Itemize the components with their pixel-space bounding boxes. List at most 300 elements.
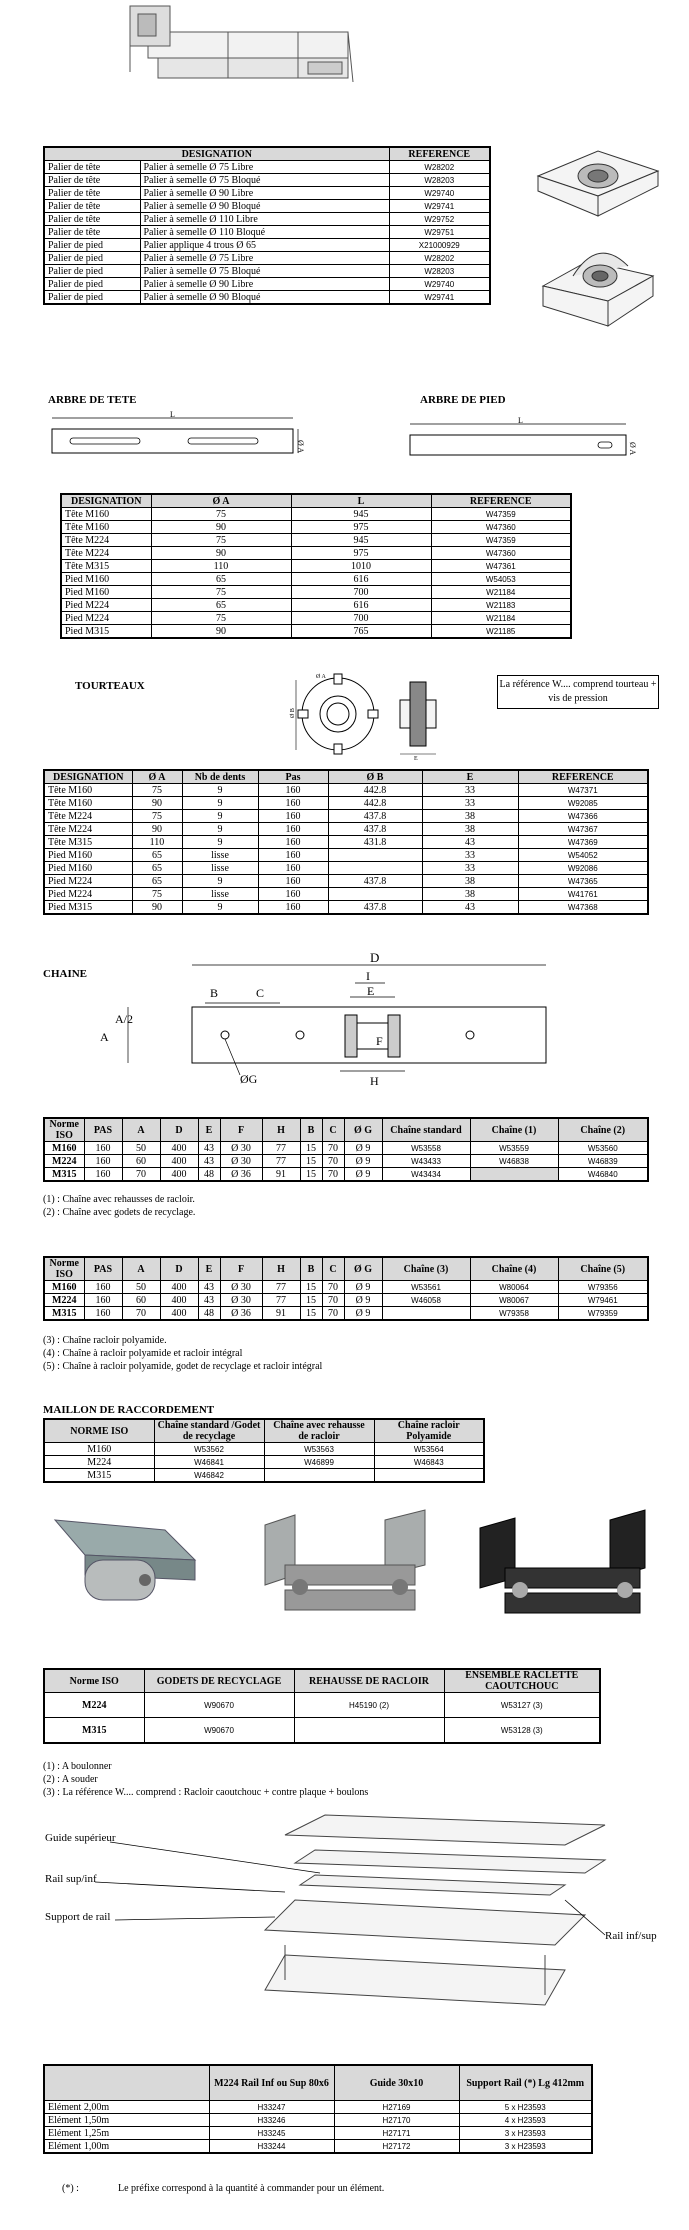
shaft-row [61,599,571,612]
chain2-cell: W80067 [470,1294,558,1307]
sprocket-cell: W47365 [518,875,648,888]
chain2-header: Ø G [344,1257,382,1281]
chain1-cell: 160 [84,1155,122,1168]
acc-note-1: (1) : A boulonner [43,1761,112,1772]
sprocket-cell: lisse [182,862,258,875]
chain1-cell: Ø 30 [220,1142,262,1155]
foot-shaft-dim-L: L [518,416,523,425]
chain2-cell: Ø 30 [220,1281,262,1294]
chain2-cell: W80064 [470,1281,558,1294]
shaft-cell: W47359 [431,534,571,547]
head-shaft-label: ARBRE DE TETE [48,394,137,406]
chain2-cell: 15 [300,1307,322,1321]
sprocket-cell: 38 [422,888,518,901]
shaft-row [61,625,571,639]
chain1-header: PAS [84,1118,122,1142]
sprocket-cell: Pied M160 [44,849,132,862]
sprocket-row [44,784,648,797]
links-header: Chaîne racloir Polyamide [374,1419,484,1443]
shaft-cell: W54053 [431,573,571,586]
links-header: NORME ISO [44,1419,154,1443]
rails-cell: H33247 [209,2101,334,2114]
rails-header: M224 Rail Inf ou Sup 80x6 [209,2065,334,2101]
callout-support: Support de rail [45,1911,111,1923]
bearing-cell: Palier à semelle Ø 75 Libre [140,252,389,265]
sprocket-cell: 9 [182,797,258,810]
shaft-cell: Tête M224 [61,534,151,547]
chain2-header: F [220,1257,262,1281]
shaft-cell: Pied M160 [61,573,151,586]
chain1-cell: 77 [262,1142,300,1155]
acc-note-3: (3) : La référence W.... comprend : Racloir caoutchouc + contre plaque + boulons [43,1787,369,1798]
spr-h-0: DESIGNATION [44,770,132,784]
chain-dim-D: D [370,950,380,965]
callout-rail-supinf: Rail sup/inf [45,1873,97,1885]
chain2-cell: 160 [84,1281,122,1294]
chain2-cell: 43 [198,1294,220,1307]
shafts-h-a: Ø A [151,494,291,508]
links-cell: W53562 [154,1443,264,1456]
shaft-cell: 616 [291,599,431,612]
sprocket-cell: 65 [132,875,182,888]
bearing-row [44,187,490,200]
rails-row [44,2140,592,2154]
sprocket-cell: Pied M224 [44,875,132,888]
links-row [44,1443,484,1456]
sprocket-cell: 33 [422,849,518,862]
bearing-row [44,278,490,291]
chain1-cell: M160 [44,1142,84,1155]
shaft-cell: Pied M224 [61,612,151,625]
sprocket-cell: 437.8 [328,823,422,836]
chain2-cell: Ø 9 [344,1294,382,1307]
sprocket-row [44,823,648,836]
bearing-cell: W29751 [389,226,490,239]
accessories-table [43,1668,601,1744]
shaft-cell: W21184 [431,612,571,625]
bearing-cell: W29740 [389,187,490,200]
chain2-cell: W79356 [558,1281,648,1294]
sprocket-cell: 9 [182,823,258,836]
chain2-cell: 70 [322,1294,344,1307]
spr-h-3: Pas [258,770,328,784]
chain-dim-A2: A/2 [115,1012,133,1026]
sprocket-cell: 38 [422,810,518,823]
bearing-cell: Palier de tête [44,174,140,187]
sprocket-cell: Tête M224 [44,823,132,836]
link-photo-1 [45,1500,205,1610]
rails-cell: H27169 [334,2101,459,2114]
chain2-cell: 48 [198,1307,220,1321]
bearing-cell: Palier de pied [44,239,140,252]
sprocket-dim-B: Ø B [290,708,296,718]
chain2-header: Chaîne (4) [470,1257,558,1281]
chain1-header: Ø G [344,1118,382,1142]
bearing-row [44,252,490,265]
rails-table [43,2064,593,2154]
acc-cell: W53127 (3) [444,1693,600,1718]
spr-h-1: Ø A [132,770,182,784]
chain-note-5: (5) : Chaîne à racloir polyamide, godet de recyclage et racloir intégral [43,1361,323,1372]
bearing-cell: Palier à semelle Ø 110 Bloqué [140,226,389,239]
sprocket-cell: W47371 [518,784,648,797]
bearing-cell: Palier de pied [44,278,140,291]
sprocket-cell: 33 [422,862,518,875]
sprocket-cell: Pied M315 [44,901,132,915]
rails-cell: H33246 [209,2114,334,2127]
sprocket-row [44,797,648,810]
chain-dim-F: F [376,1034,383,1048]
bearing-cell: Palier à semelle Ø 75 Libre [140,161,389,174]
chain-note-2: (2) : Chaîne avec godets de recyclage. [43,1207,196,1218]
bearing-cell: W28203 [389,174,490,187]
chain1-cell: W53558 [382,1142,470,1155]
sprocket-cell: 65 [132,849,182,862]
sprocket-row [44,836,648,849]
sprocket-cell: 9 [182,901,258,915]
sprocket-cell: W92086 [518,862,648,875]
sprocket-dim-E: E [414,756,418,762]
bearing-cell: Palier à semelle Ø 75 Bloqué [140,265,389,278]
bearing-cell: W29741 [389,200,490,213]
sprocket-cell: 160 [258,849,328,862]
links-cell: W46841 [154,1456,264,1469]
shaft-cell: 90 [151,625,291,639]
chain-dim-I: I [366,969,370,983]
links-cell: M315 [44,1469,154,1483]
bearing-cell: Palier de tête [44,187,140,200]
chain2-header: C [322,1257,344,1281]
sprocket-cell: 90 [132,797,182,810]
chain2-cell: W53561 [382,1281,470,1294]
chain-label: CHAINE [43,968,88,980]
chain1-cell: 70 [322,1142,344,1155]
chain2-cell: 400 [160,1307,198,1321]
chain2-header: A [122,1257,160,1281]
foot-shaft-label: ARBRE DE PIED [420,394,506,406]
rails-header: Support Rail (*) Lg 412mm [459,2065,592,2101]
sprocket-cell: Tête M224 [44,810,132,823]
links-table [43,1418,485,1483]
sprocket-cell: 431.8 [328,836,422,849]
shaft-cell: Tête M160 [61,521,151,534]
rails-cell: Elément 1,25m [44,2127,209,2140]
chain1-cell [470,1168,558,1182]
sprocket-cell: 75 [132,810,182,823]
shaft-row [61,508,571,521]
head-shaft-dim-A: Ø A [296,440,305,454]
bearing-cell: X21000929 [389,239,490,252]
sprocket-cell: 160 [258,875,328,888]
sprocket-cell: 442.8 [328,797,422,810]
shaft-cell: 945 [291,534,431,547]
sprocket-cell: Tête M160 [44,784,132,797]
chain2-cell: 400 [160,1294,198,1307]
acc-cell: W90670 [144,1693,294,1718]
sprocket-drawing [290,668,470,760]
header-reference: REFERENCE [389,147,490,161]
rails-cell: 5 x H23593 [459,2101,592,2114]
sprocket-cell: 160 [258,836,328,849]
chain2-cell: Ø 9 [344,1307,382,1321]
shaft-cell: W47359 [431,508,571,521]
chain1-cell: M224 [44,1155,84,1168]
sprocket-dim-A: Ø A [316,674,326,680]
chain1-header: D [160,1118,198,1142]
bearing-cell: W28202 [389,161,490,174]
links-cell: W53563 [264,1443,374,1456]
chain-drawing [100,945,560,1095]
callout-guide: Guide supérieur [45,1832,116,1844]
shafts-table [60,493,572,639]
bearing-cell: Palier à semelle Ø 75 Bloqué [140,174,389,187]
rails-cell: 3 x H23593 [459,2140,592,2154]
chain1-row [44,1168,648,1182]
chain2-cell: 43 [198,1281,220,1294]
chain2-header: H [262,1257,300,1281]
bearing-cell: W29740 [389,278,490,291]
chain2-cell: 91 [262,1307,300,1321]
bearing-cell: Palier à semelle Ø 90 Bloqué [140,291,389,305]
shaft-row [61,612,571,625]
acc-cell: M315 [44,1718,144,1744]
chain-notes-1 [43,1193,195,1219]
chain1-cell: 70 [322,1155,344,1168]
bearing-row [44,174,490,187]
shaft-cell: W47360 [431,521,571,534]
chain1-cell: 60 [122,1155,160,1168]
bearing-cell: W29741 [389,291,490,305]
sprocket-cell: 160 [258,862,328,875]
chain1-cell: 43 [198,1155,220,1168]
accessory-notes [43,1760,368,1799]
callout-rail-infsup: Rail inf/sup [605,1930,657,1942]
acc-cell: W53128 (3) [444,1718,600,1744]
chain1-cell: W53559 [470,1142,558,1155]
sprocket-cell: W92085 [518,797,648,810]
chain-note-4: (4) : Chaîne à racloir polyamide et racloir intégral [43,1348,243,1359]
rails-cell: 3 x H23593 [459,2127,592,2140]
chain1-header: C [322,1118,344,1142]
chain1-cell: 400 [160,1142,198,1155]
sprocket-cell: Tête M315 [44,836,132,849]
shaft-cell: 945 [291,508,431,521]
chain-dim-C: C [256,986,265,1000]
rails-cell: H33245 [209,2127,334,2140]
sprocket-row [44,810,648,823]
chain1-header: Norme ISO [44,1118,84,1142]
chain1-cell: 400 [160,1168,198,1182]
shaft-row [61,547,571,560]
bearing-cell: Palier à semelle Ø 90 Libre [140,187,389,200]
chain2-row [44,1281,648,1294]
bearings-table [43,146,491,305]
chain2-cell: 15 [300,1294,322,1307]
sprocket-cell: 160 [258,901,328,915]
bearing-row [44,265,490,278]
shaft-cell: W21185 [431,625,571,639]
shaft-cell: 1010 [291,560,431,573]
chain2-header: D [160,1257,198,1281]
sprockets-note: La référence W.... comprend tourteau + vis de pression [497,675,659,709]
sprocket-cell: W47366 [518,810,648,823]
chain1-header: B [300,1118,322,1142]
sprocket-cell: W41761 [518,888,648,901]
chain2-row [44,1294,648,1307]
sprocket-cell: 437.8 [328,901,422,915]
sprocket-cell: 9 [182,836,258,849]
chain2-cell: 70 [322,1281,344,1294]
sprocket-row [44,888,648,901]
spr-h-5: E [422,770,518,784]
links-row [44,1469,484,1483]
shaft-cell: Pied M224 [61,599,151,612]
sprocket-row [44,901,648,915]
chain-note-1: (1) : Chaîne avec rehausses de racloir. [43,1194,195,1205]
bearing-cell: Palier à semelle Ø 90 Bloqué [140,200,389,213]
chain1-header: Chaîne (1) [470,1118,558,1142]
rails-cell: Elément 2,00m [44,2101,209,2114]
sprocket-cell [328,888,422,901]
bearing-cell: Palier de pied [44,291,140,305]
spr-h-6: REFERENCE [518,770,648,784]
chain2-cell: 160 [84,1294,122,1307]
sprocket-cell: 75 [132,784,182,797]
rails-cell: 4 x H23593 [459,2114,592,2127]
bearing-cell: Palier de pied [44,265,140,278]
sprocket-cell: 43 [422,901,518,915]
sprocket-cell: 33 [422,797,518,810]
bearing-cell: Palier à semelle Ø 90 Libre [140,278,389,291]
bearing-cell: W29752 [389,213,490,226]
chain2-cell: 15 [300,1281,322,1294]
sprocket-cell: 43 [422,836,518,849]
acc-header: REHAUSSE DE RACLOIR [294,1669,444,1693]
bearing-row [44,200,490,213]
shaft-cell: 616 [291,573,431,586]
sprocket-row [44,862,648,875]
chain2-cell: Ø 30 [220,1294,262,1307]
bearing-cell: Palier de tête [44,226,140,239]
sprocket-row [44,875,648,888]
acc-header: ENSEMBLE RACLETTE CAOUTCHOUC [444,1669,600,1693]
bearing-cell: W28203 [389,265,490,278]
chain1-cell: 50 [122,1142,160,1155]
bearing-cell: W28202 [389,252,490,265]
sprocket-cell: 160 [258,823,328,836]
head-shaft-dim-L: L [170,410,175,419]
chain1-cell: W53560 [558,1142,648,1155]
chain1-cell: Ø 9 [344,1142,382,1155]
chain1-cell: W46838 [470,1155,558,1168]
chain1-header: A [122,1118,160,1142]
shaft-row [61,560,571,573]
rails-header: Guide 30x10 [334,2065,459,2101]
acc-note-2: (2) : A souder [43,1774,98,1785]
chain1-cell: Ø 30 [220,1155,262,1168]
shaft-cell: Tête M160 [61,508,151,521]
chain2-cell: 77 [262,1281,300,1294]
shafts-h-l: L [291,494,431,508]
chain1-cell: 15 [300,1155,322,1168]
shaft-cell: 700 [291,612,431,625]
rails-cell: H27171 [334,2127,459,2140]
links-header: Chaîne avec rehausse de racloir [264,1419,374,1443]
sprocket-cell: W47367 [518,823,648,836]
sprocket-cell: 9 [182,810,258,823]
links-cell: W46842 [154,1469,264,1483]
links-cell: M160 [44,1443,154,1456]
head-shaft-drawing [48,410,318,470]
header-designation: DESIGNATION [44,147,389,161]
bearing-cell: Palier applique 4 trous Ø 65 [140,239,389,252]
chain1-cell: Ø 9 [344,1155,382,1168]
rails-footnote: Le préfixe correspond à la quantité à commander pour un élément. [118,2183,385,2194]
links-row [44,1456,484,1469]
chain2-cell: W79461 [558,1294,648,1307]
chain2-header: PAS [84,1257,122,1281]
chain1-cell: 91 [262,1168,300,1182]
chain1-cell: 77 [262,1155,300,1168]
chain1-cell: W46840 [558,1168,648,1182]
chain2-cell: 70 [122,1307,160,1321]
shaft-cell: Tête M224 [61,547,151,560]
sprocket-cell: 90 [132,901,182,915]
links-cell [374,1469,484,1483]
shaft-cell: W21184 [431,586,571,599]
rails-row [44,2101,592,2114]
rails-row [44,2114,592,2127]
foot-shaft-drawing [408,410,648,470]
conveyor-drawing [128,2,358,110]
shaft-row [61,521,571,534]
chain2-cell [382,1307,470,1321]
sprocket-cell: 160 [258,797,328,810]
chain2-row [44,1307,648,1321]
chain2-cell: W79358 [470,1307,558,1321]
chain2-cell: M315 [44,1307,84,1321]
rails-row [44,2127,592,2140]
rails-cell: H33244 [209,2140,334,2154]
spr-h-2: Nb de dents [182,770,258,784]
shaft-cell: Pied M160 [61,586,151,599]
chain2-header: Chaîne (5) [558,1257,648,1281]
shaft-cell: 75 [151,586,291,599]
sprocket-cell: lisse [182,849,258,862]
chain1-header: Chaîne standard [382,1118,470,1142]
chain2-cell: M224 [44,1294,84,1307]
sprocket-cell: Tête M160 [44,797,132,810]
bearing-row [44,213,490,226]
chain1-cell: 70 [322,1168,344,1182]
bearing-cell: Palier de tête [44,213,140,226]
shaft-cell: 90 [151,521,291,534]
chain-notes-2 [43,1334,322,1373]
chain1-header: H [262,1118,300,1142]
acc-row [44,1693,600,1718]
chain2-cell: W79359 [558,1307,648,1321]
chain2-cell: 70 [322,1307,344,1321]
shafts-h-designation: DESIGNATION [61,494,151,508]
acc-row [44,1718,600,1744]
acc-cell: M224 [44,1693,144,1718]
links-header: Chaîne standard /Godet de recyclage [154,1419,264,1443]
rails-drawing [45,1805,685,2035]
sprocket-cell: 38 [422,823,518,836]
sprocket-cell: 442.8 [328,784,422,797]
sprocket-cell: 437.8 [328,810,422,823]
sprocket-cell: lisse [182,888,258,901]
